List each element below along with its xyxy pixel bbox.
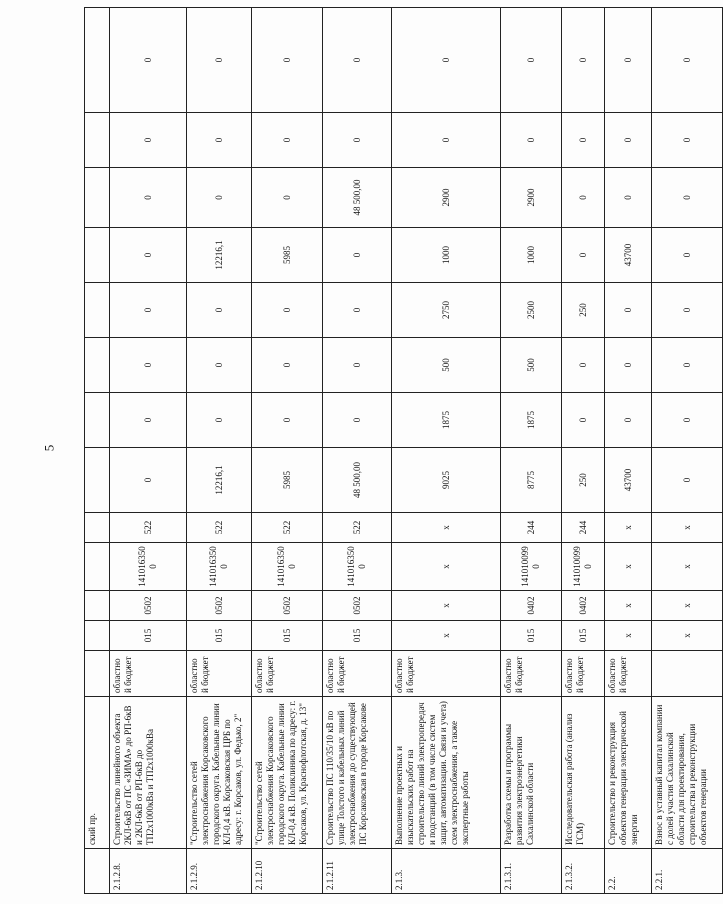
table-row	[652, 8, 723, 894]
code-target: 1410100990	[501, 543, 562, 591]
year-value: 0	[252, 393, 323, 448]
year-value: 0	[323, 338, 392, 393]
year-value: 1000	[392, 228, 501, 283]
year-value: 0	[252, 113, 323, 168]
year-value: 0	[392, 113, 501, 168]
funding-source: областной бюджет	[323, 651, 392, 697]
code-section: 0402	[501, 591, 562, 621]
code-expense: 522	[252, 513, 323, 543]
funding-source: областной бюджет	[187, 651, 252, 697]
code-expense: 522	[110, 513, 187, 543]
year-value: 0	[110, 228, 187, 283]
code-target: 1410163500	[110, 543, 187, 591]
total-value: 12216,1	[187, 448, 252, 513]
code-target: 1410163500	[323, 543, 392, 591]
year-value: 0	[605, 338, 652, 393]
code-ministry: 015	[252, 621, 323, 651]
code-expense: х	[605, 513, 652, 543]
code-expense: 244	[562, 513, 605, 543]
year-value: 0	[323, 393, 392, 448]
year-value: 250	[562, 283, 605, 338]
funding-source: областной бюджет	[252, 651, 323, 697]
year-value: 0	[652, 113, 723, 168]
year-value: 0	[110, 338, 187, 393]
year-value: 0	[605, 113, 652, 168]
year-value: 0	[605, 8, 652, 113]
year-value: 0	[652, 168, 723, 228]
code-expense: х	[392, 513, 501, 543]
code-section: х	[392, 591, 501, 621]
year-value: 0	[562, 113, 605, 168]
year-value: 0	[252, 338, 323, 393]
header-row-name-tail: ский пр.	[85, 697, 110, 849]
year-value: 0	[323, 283, 392, 338]
code-section: 0402	[562, 591, 605, 621]
year-value: 500	[392, 338, 501, 393]
code-section: х	[605, 591, 652, 621]
year-value: 0	[652, 283, 723, 338]
code-expense: 244	[501, 513, 562, 543]
code-ministry: 015	[562, 621, 605, 651]
total-value: 250	[562, 448, 605, 513]
code-ministry: х	[652, 621, 723, 651]
year-value: 0	[110, 8, 187, 113]
code-ministry: х	[605, 621, 652, 651]
year-value: 500	[501, 338, 562, 393]
funding-source	[652, 651, 723, 697]
row-id: 2.1.2.11	[323, 849, 392, 894]
year-value: 0	[652, 228, 723, 283]
year-value: 0	[562, 338, 605, 393]
year-value: 0	[110, 393, 187, 448]
row-name: Строительство и реконструкция объектов генерации электрической энергии	[605, 697, 652, 849]
code-target: х	[605, 543, 652, 591]
code-ministry: 015	[501, 621, 562, 651]
page-number: 5	[41, 444, 57, 452]
funding-source: областной бюджет	[110, 651, 187, 697]
code-ministry: 015	[110, 621, 187, 651]
year-value: 0	[110, 168, 187, 228]
row-id: 2.1.2.9.	[187, 849, 252, 894]
year-value: 2900	[392, 168, 501, 228]
year-value: 0	[323, 113, 392, 168]
row-id: 2.1.3.2.	[562, 849, 605, 894]
code-target: 1410163500	[187, 543, 252, 591]
year-value: 0	[187, 283, 252, 338]
code-target: х	[652, 543, 723, 591]
year-value: 0	[252, 283, 323, 338]
table-frame	[84, 8, 708, 894]
row-id: 2.1.2.8.	[110, 849, 187, 894]
year-value: 0	[252, 168, 323, 228]
funding-source: областной бюджет	[562, 651, 605, 697]
rotated-table-container	[84, 8, 708, 894]
year-value: 0	[110, 283, 187, 338]
row-name: Строительство линейного объекта 2КЛ-6кВ от ПС «ЗИМА» до РП-6кВ и 2КЛ-6кВ от РП-6кВ до ТП2х1000кВа и ТП2х1000кВа	[110, 697, 187, 849]
table-row	[605, 8, 652, 894]
row-name: Строительство ПС 110/35/10 кВ по улице Толстого и кабельных линий электроснабжения до существующей ПС Корсаковская в городе Корсакове	[323, 697, 392, 849]
row-name: Выполнение проектных и изыскательских работ на строительство линий электропередач и подстанций (в том числе систем защит, автоматизации. Связи и учета) схем электроснабжения, а также экспертные работы	[392, 697, 501, 849]
year-value: 0	[562, 393, 605, 448]
year-value: 0	[323, 228, 392, 283]
code-section: 0502	[187, 591, 252, 621]
code-expense: 522	[187, 513, 252, 543]
code-section: х	[652, 591, 723, 621]
year-value: 0	[605, 168, 652, 228]
row-name: Разработка схемы и программы развития электроэнергетики Сахалинской области	[501, 697, 562, 849]
table-row	[110, 8, 187, 894]
funding-source: областной бюджет	[501, 651, 562, 697]
row-name: "Строительство сетей электроснабжения Корсаковского городского округа. Кабельные линии КЛ-0,4 кВ. Корсаковская ЦРБ по адресу: г. Корсаков, ул. Федько, 2"	[187, 697, 252, 849]
row-id: 2.1.3.1.	[501, 849, 562, 894]
year-value: 1875	[501, 393, 562, 448]
year-value: 0	[252, 8, 323, 113]
year-value: 1000	[501, 228, 562, 283]
total-value: 43700	[605, 448, 652, 513]
table-row	[392, 8, 501, 894]
year-value: 0	[501, 8, 562, 113]
row-id: 2.2.1.	[652, 849, 723, 894]
total-value: 8775	[501, 448, 562, 513]
table-row	[501, 8, 562, 894]
year-value: 0	[392, 8, 501, 113]
year-value: 2900	[501, 168, 562, 228]
table-row	[187, 8, 252, 894]
year-value: 43700	[605, 228, 652, 283]
total-value: 0	[652, 448, 723, 513]
year-value: 2500	[501, 283, 562, 338]
table-row	[252, 8, 323, 894]
year-value: 0	[562, 8, 605, 113]
code-section: 0502	[323, 591, 392, 621]
year-value: 12216,1	[187, 228, 252, 283]
row-id: 2.1.3.	[392, 849, 501, 894]
row-name: Взнос в уставный капитал компании с долей участия Сахалинской области для проектирования, строительства и реконструкции объектов генерации	[652, 697, 723, 849]
code-target: 1410163500	[252, 543, 323, 591]
year-value: 0	[110, 113, 187, 168]
code-expense: 522	[323, 513, 392, 543]
year-value: 0	[187, 113, 252, 168]
year-value: 0	[501, 113, 562, 168]
code-target: х	[392, 543, 501, 591]
code-ministry: 015	[323, 621, 392, 651]
total-value: 0	[110, 448, 187, 513]
year-value: 0	[562, 168, 605, 228]
year-value: 0	[652, 8, 723, 113]
year-value: 1875	[392, 393, 501, 448]
year-value: 0	[187, 168, 252, 228]
total-value: 9025	[392, 448, 501, 513]
row-id: 2.2.	[605, 849, 652, 894]
table-row	[323, 8, 392, 894]
year-value: 0	[652, 338, 723, 393]
year-value: 0	[605, 283, 652, 338]
row-name: Исследовательская работа (анализ ГСМ)	[562, 697, 605, 849]
funding-source: областной бюджет	[605, 651, 652, 697]
year-value: 0	[562, 228, 605, 283]
budget-table	[84, 7, 723, 894]
year-value: 5985	[252, 228, 323, 283]
funding-source: областной бюджет	[392, 651, 501, 697]
code-ministry: х	[392, 621, 501, 651]
code-section: 0502	[110, 591, 187, 621]
row-id: 2.1.2.10	[252, 849, 323, 894]
row-name: "Строительство сетей электроснабжения Корсаковского городского округа. Кабельные линии КЛ-0,4 кВ. Поликлиника по адресу: г. Корсаков, ул. Краснофлотская, д. 13"	[252, 697, 323, 849]
year-value: 0	[187, 338, 252, 393]
code-expense: х	[652, 513, 723, 543]
year-value: 0	[605, 393, 652, 448]
table-row	[562, 8, 605, 894]
year-value: 0	[187, 8, 252, 113]
table-row	[85, 8, 110, 894]
year-value: 0	[652, 393, 723, 448]
code-section: 0502	[252, 591, 323, 621]
year-value: 48 500,00	[323, 168, 392, 228]
total-value: 48 500,00	[323, 448, 392, 513]
year-value: 0	[323, 8, 392, 113]
year-value: 2750	[392, 283, 501, 338]
code-target: 1410100990	[562, 543, 605, 591]
code-ministry: 015	[187, 621, 252, 651]
year-value: 0	[187, 393, 252, 448]
total-value: 5985	[252, 448, 323, 513]
